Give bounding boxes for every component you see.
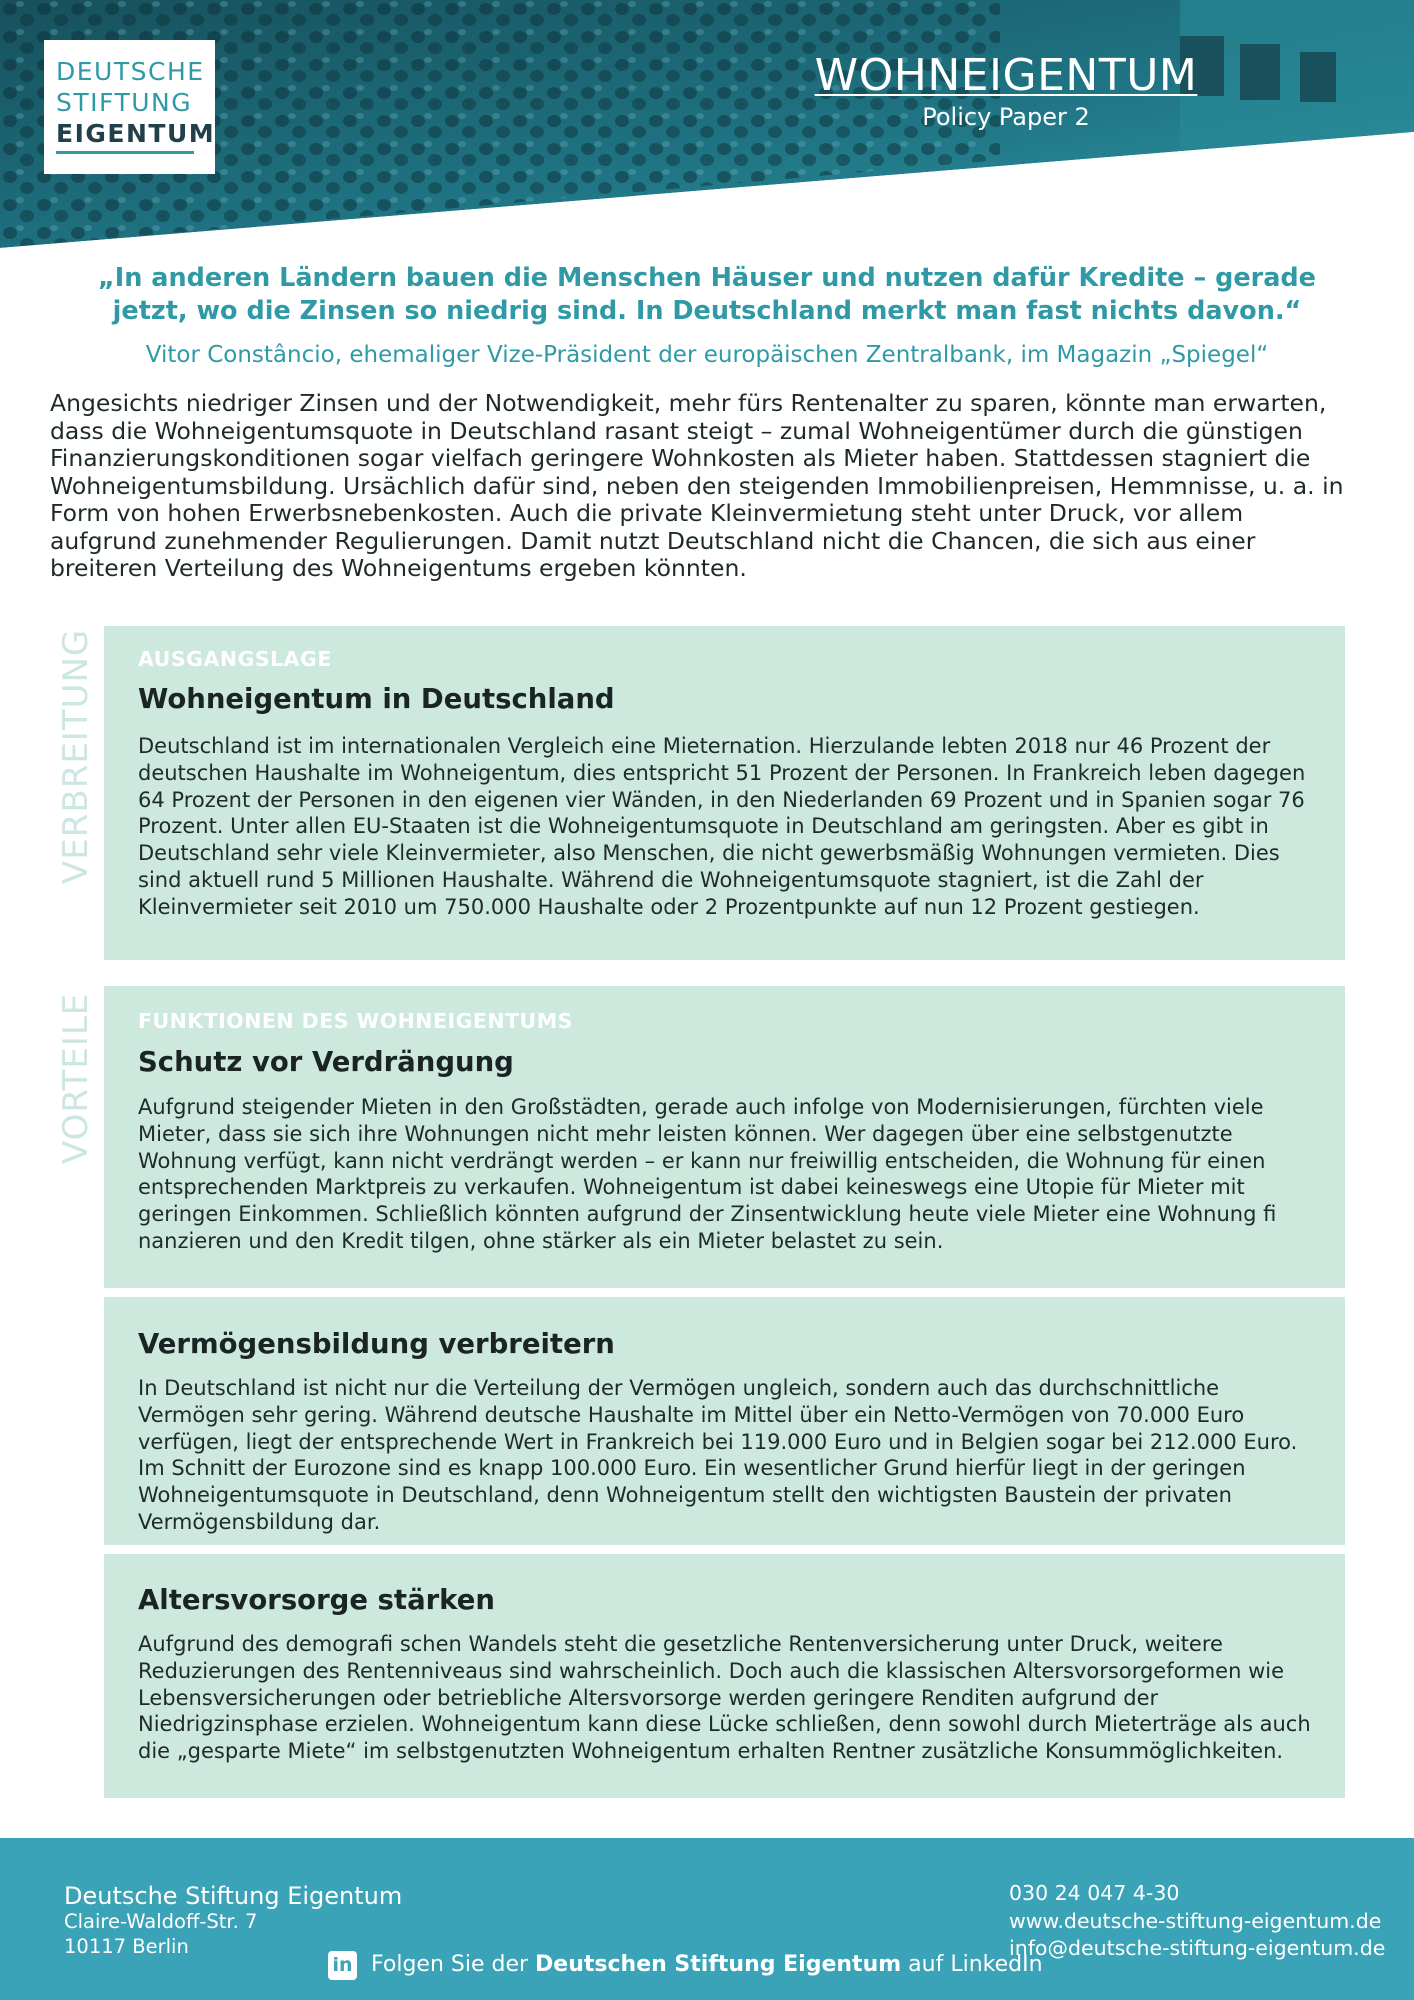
document-subtitle: Policy Paper 2 [922, 103, 1090, 131]
quote-source: Vitor Constâncio, ehemaliger Vize-Präsident der europäischen Zentralbank, im Magazin „Spiegel“ [145, 342, 1269, 368]
section-heading: Schutz vor Verdrängung [138, 1046, 514, 1078]
intro-paragraph: Angesichts niedriger Zinsen und der Notwendigkeit, mehr fürs Rentenalter zu sparen, könnte man erwarten, dass die Wohneigentumsquote in Deutschland rasant steigt – zumal Wohneigentümer durch die günstigen Finanzierungskonditionen sogar vielfach geringere Wohnkosten als Mieter haben. Stattdessen stagniert die Wohneigentumsbildung. Ursächlich dafür sind, neben den steigenden Immobilienpreisen, Hemmnisse, u. a. in Form von hohen Erwerbsnebenkosten. Auch die private Kleinvermietung steht unter Druck, vor allem aufgrund zunehmender Regulierungen. Damit nutzt Deutschland nicht die Chancen, die sich aus einer breiteren Verteilung des Wohneigentums ergeben könnten. [50, 389, 1344, 582]
quote-block [60, 262, 1354, 370]
section-heading: Vermögensbildung verbreitern [138, 1328, 615, 1360]
footer-city: 10117 Berlin [64, 1935, 189, 1958]
section-kicker: AUSGANGSLAGE [138, 647, 332, 671]
section-body: Deutschland ist im internationalen Vergleich eine Mieternation. Hierzulande lebten 2018 nur 46 Prozent der deutschen Haushalte im Wohneigentum, dies entspricht 51 Prozent der Personen. In Frankreich leben dagegen 64 Prozent der Personen in den eigenen vier Wänden, in den Niederlanden 69 Prozent und in Spanien sogar 76 Prozent. Unter allen EU-Staaten ist die Wohneigentumsquote in Deutschland am geringsten. Aber es gibt in Deutschland sehr viele Kleinvermieter, also Menschen, die nicht gewerbsmäßig Wohnungen vermieten. Dies sind aktuell rund 5 Millionen Haushalte. Während die Wohneigentumsquote stagniert, ist die Zahl der Kleinvermieter seit 2010 um 750.000 Haushalte oder 2 Prozentpunkte auf nun 12 Prozent gestiegen. [138, 734, 1306, 919]
linkedin-text [371, 1950, 1043, 1980]
footer-email-link[interactable]: info@deutsche-stiftung-eigentum.de [1009, 1936, 1386, 1960]
hero-banner [0, 0, 1414, 250]
footer-organization: Deutsche Stiftung Eigentum [64, 1882, 403, 1910]
footer-website-link[interactable]: www.deutsche-stiftung-eigentum.de [1009, 1909, 1382, 1933]
section-wohneigentum-in-deutschland [104, 626, 1345, 960]
section-body: In Deutschland ist nicht nur die Verteilung der Vermögen ungleich, sondern auch das durchschnittliche Vermögen sehr gering. Während deutsche Haushalte im Mittel über ein Netto-Vermögen von 70.000 Euro verfügen, liegt der entsprechende Wert in Frankreich bei 119.000 Euro und in Belgien sogar bei 212.000 Euro. Im Schnitt der Eurozone sind es knapp 100.000 Euro. Ein wesentlicher Grund hierfür liegt in der geringen Wohneigentumsquote in Deutschland, denn Wohneigentum stellt den wichtigsten Baustein der privaten Vermögensbildung dar. [138, 1376, 1298, 1534]
quote-text: „In anderen Ländern bauen die Menschen Häuser und nutzen dafür Kredite – gerade jetzt, wo die Zinsen so niedrig sind. In Deutschland merkt man fast nichts davon.“ [98, 263, 1316, 326]
linkedin-prefix: Folgen Sie der [371, 1952, 536, 1977]
linkedin-icon: in [328, 1951, 357, 1980]
footer-phone: 030 24 047 4-30 [1009, 1881, 1180, 1905]
logo-underline [56, 151, 194, 154]
side-label-vorteile: VORTEILE [56, 992, 96, 1164]
linkedin-suffix: auf LinkedIn [901, 1952, 1043, 1977]
linkedin-link[interactable] [328, 1948, 1043, 1982]
footer-street: Claire-Waldoff-Str. 7 [64, 1910, 258, 1933]
document-title-block [811, 52, 1201, 132]
section-heading: Altersvorsorge stärken [138, 1584, 495, 1616]
footer [0, 1838, 1414, 2000]
section-body: Aufgrund steigender Mieten in den Großstädten, gerade auch infolge von Modernisierungen, fürchten viele Mieter, dass sie sich ihre Wohnungen nicht mehr leisten können. Wer dagegen über eine selbstgenutzte Wohnung verfügt, kann nicht verdrängt werden – er kann nur freiwillig entscheiden, die Wohnung für einen entsprechenden Marktpreis zu verkaufen. Wohneigentum ist dabei keineswegs eine Utopie für Mieter mit geringen Einkommen. Schließlich könnten aufgrund der Zinsentwicklung heute viele Mieter eine Wohnung fi nanzieren und den Kredit tilgen, ohne stärker als ein Mieter belastet zu sein. [138, 1095, 1277, 1253]
section-kicker: FUNKTIONEN DES WOHNEIGENTUMS [138, 1009, 573, 1033]
document-title: WOHNEIGENTUM [814, 50, 1198, 101]
logo [44, 40, 215, 174]
section-vermoegensbildung [104, 1297, 1345, 1545]
logo-line-1: DEUTSCHE [56, 57, 205, 86]
section-altersvorsorge [104, 1554, 1345, 1798]
logo-line-3: EIGENTUM [56, 119, 216, 148]
linkedin-organization: Deutschen Stiftung Eigentum [535, 1952, 902, 1977]
section-body: Aufgrund des demografi schen Wandels steht die gesetzliche Rentenversicherung unter Druck, weitere Reduzierungen des Rentenniveaus sind wahrscheinlich. Doch auch die klassischen Altersvorsorgeformen wie Lebensversicherungen oder betriebliche Altersvorsorge werden geringere Renditen aufgrund der Niedrigzinsphase erzielen. Wohneigentum kann diese Lücke schließen, denn sowohl durch Mieterträge als auch die „gesparte Miete“ im selbstgenutzten Wohneigentum erhalten Rentner zusätzliche Konsummöglichkeiten. [138, 1632, 1311, 1764]
side-label-verbreitung: VERBREITUNG [56, 628, 96, 884]
section-heading: Wohneigentum in Deutschland [138, 683, 615, 715]
logo-line-2: STIFTUNG [56, 88, 193, 117]
section-schutz-vor-verdraengung [104, 986, 1345, 1288]
